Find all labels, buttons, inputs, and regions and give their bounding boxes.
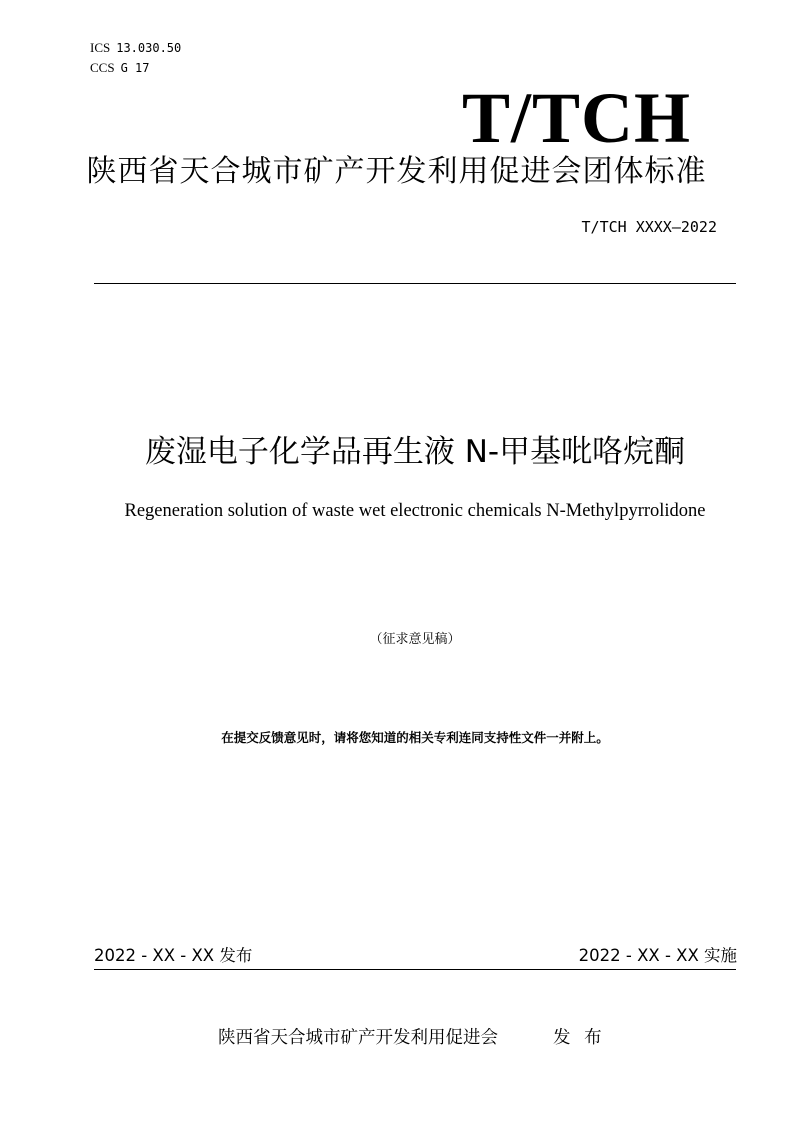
bottom-divider — [94, 969, 736, 970]
document-title-chinese: 废湿电子化学品再生液 N-甲基吡咯烷酮 — [144, 434, 686, 470]
draft-status: （征求意见稿） — [369, 632, 461, 647]
top-divider — [94, 283, 736, 284]
organization-title: 陕西省天合城市矿产开发利用促进会团体标准 — [86, 154, 707, 189]
ics-line — [90, 38, 181, 58]
classification-codes — [90, 38, 181, 78]
document-title-english: Regeneration solution of waste wet electronic chemicals N-Methylpyrrolidone — [124, 501, 706, 521]
standard-number: T/TCH XXXX—2022 — [581, 218, 717, 236]
ccs-value: G 17 — [120, 61, 150, 75]
ics-label: ICS — [90, 40, 111, 55]
issue-date: 2022 - XX - XX 发布 — [94, 946, 253, 965]
patent-notice: 在提交反馈意见时，请将您知道的相关专利连同支持性文件一并附上。 — [221, 730, 609, 745]
ccs-line — [90, 58, 181, 78]
publish-label: 发 布 — [553, 1028, 606, 1048]
standard-logo: T/TCH — [461, 78, 691, 158]
implement-date: 2022 - XX - XX 实施 — [578, 946, 737, 965]
publisher-name: 陕西省天合城市矿产开发利用促进会 — [218, 1028, 498, 1048]
ccs-label: CCS — [90, 60, 115, 75]
ics-value: 13.030.50 — [116, 41, 182, 55]
